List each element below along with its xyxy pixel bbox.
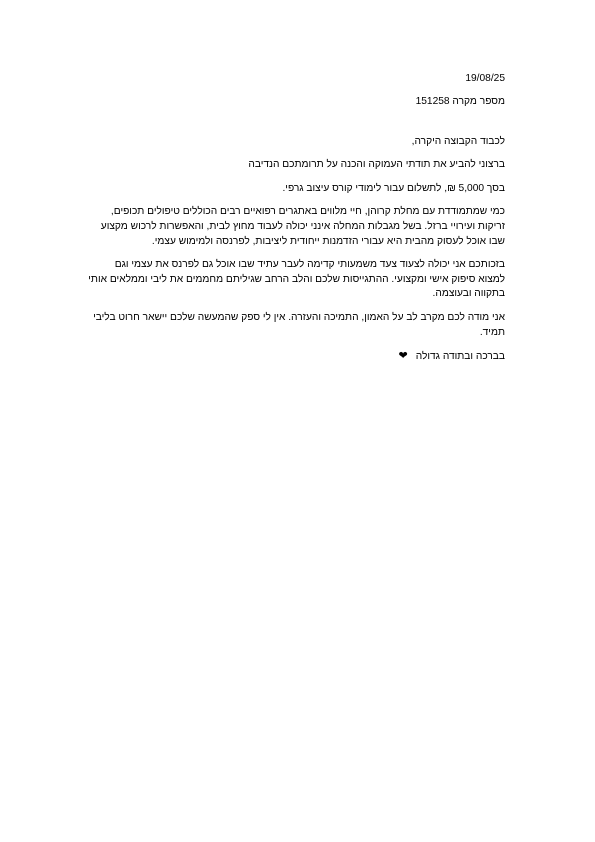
- case-number: 151258: [415, 96, 450, 107]
- case-number-line: [88, 95, 505, 110]
- letter-body: [88, 72, 505, 365]
- paragraph-impact: בזכותכם אני יכולה לצעוד צעד משמעותי קדימה לעבר עתיד שבו אוכל גם לפרנס את עצמי וגם למצוא סיפוק אישי ומקצועי. ההתגייסות שלכם והלב הרחב שגיליתם מחממים את ליבי וממלאים אותי בתקווה ובעוצמה.: [88, 259, 505, 300]
- heart-icon: ❤: [398, 350, 408, 363]
- paragraph-thanks: ברצוני להביע את תודתי העמוקה והכנה על תרומתכם הנדיבה: [248, 159, 505, 171]
- signoff-line: [88, 349, 505, 365]
- salutation: לכבוד הקבוצה היקרה,: [411, 135, 505, 147]
- paragraph-gratitude: אני מודה לכם מקרב לב על האמון, התמיכה והעזרה. אין לי ספק שהמעשה שלכם יישאר חרוט בליבי תמיד.: [93, 311, 505, 338]
- paragraph-background: כמי שמתמודדת עם מחלת קרוהן, חיי מלווים באתגרים רפואיים רבים הכוללים טיפולים תכופים, זריקות ועירויי ברזל. בשל מגבלות המחלה אינני יכולה לעבוד מחוץ לבית, והאפשרות לרכוש מקצוע שבו אוכל לעסוק מהבית היא עבורי הזדמנות ייחודית ליציבות, לפרנסה ולמימוש עצמי.: [100, 206, 505, 247]
- paragraph-amount: בסך 5,000 ₪, לתשלום עבור לימודי קורס עיצוב גרפי.: [282, 182, 505, 194]
- date-text: 19/08/25: [465, 73, 505, 84]
- case-label: מספר מקרה: [452, 96, 505, 107]
- signoff-text: בברכה ובתודה גדולה: [415, 351, 505, 363]
- letter-date: [88, 72, 505, 86]
